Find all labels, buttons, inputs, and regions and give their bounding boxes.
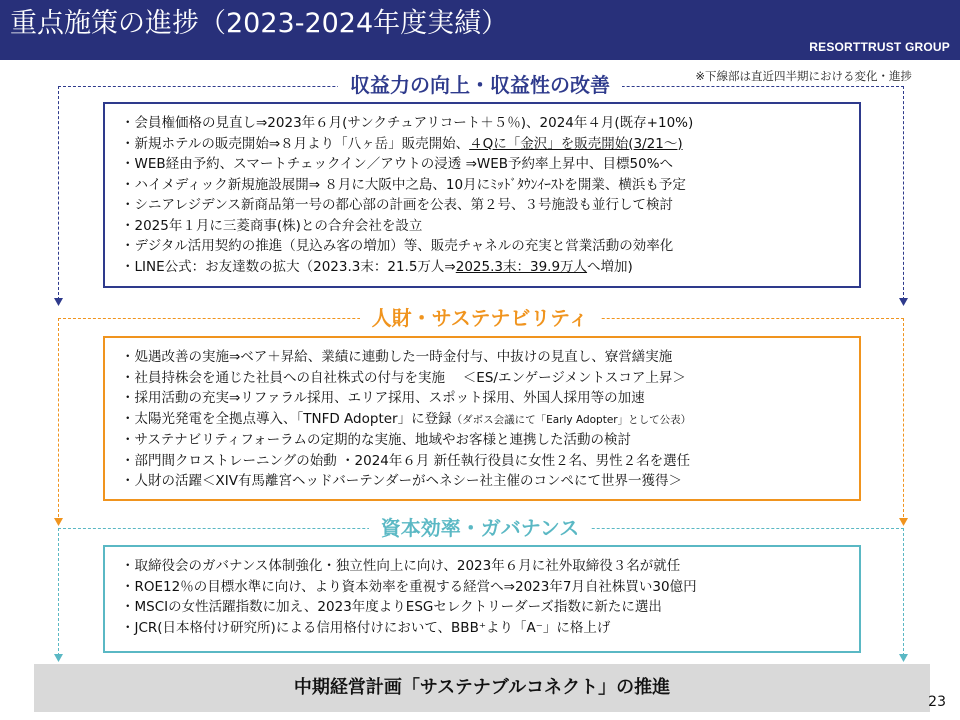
bullet-item [121,618,849,639]
bullet-text: ・会員権価格の見直し⇒2023年６月(サンクチュアリコート＋５％)、2024年４月(既存+10%) [121,115,694,131]
bullet-text: ・人財の活躍＜XIV有馬離宮ヘッドバーテンダーがヘネシー社主催のコンペにて世界一獲得＞ [121,473,682,489]
underline-note: ※下線部は直近四半期における変化・進捗 [695,69,912,83]
bullet-item [121,577,849,598]
brand-logo-text: RESORTTRUST GROUP [809,40,950,54]
bullet-item [121,597,849,618]
bullet-text: ・シニアレジデンス新商品第一号の都心部の計画を公表、第２号、３号施設も並行して検討 [121,197,673,213]
bullet-item [121,451,849,472]
bullet-text: ・部門間クロストレーニングの始動 ・2024年６月 新任執行役員に女性２名、男性２名を選任 [121,452,691,469]
bullet-text: ・JCR(日本格付け研究所)による信用格付けにおいて、BBB⁺より「A⁻」に格上げ [121,619,611,636]
bullet-text: ・ROE12％の目標水準に向け、より資本効率を重視する経営へ⇒2023年7月自社株買い30億円 [121,578,697,595]
bullet-item [121,216,849,237]
bullet-item [121,347,849,368]
bullet-text: ・採用活動の充実⇒リファラル採用、エリア採用、スポット採用、外国人採用等の加速 [121,390,645,406]
section-title-hr-sustainability: 人財・サステナビリティ [0,305,960,331]
bullet-item [121,236,849,257]
section-title-profitability: 収益力の向上・収益性の改善 [0,72,960,98]
bullet-text: ・取締役会のガバナンス体制強化・独立性向上に向け、2023年６月に社外取締役３名が就任 [121,558,681,574]
bullet-item [121,257,849,278]
section-box-capital-governance [103,545,861,653]
bullet-text: ・新規ホテルの販売開始⇒８月より「八ヶ岳」販売開始、 [121,135,470,152]
bullet-item [121,195,849,216]
bullet-text: ・LINE公式：お友達数の拡大（2023.3末：21.5万人⇒ [121,258,456,275]
bullet-text: ・太陽光発電を全拠点導入、「TNFD Adopter」に登録 [121,410,452,427]
bullet-item [121,471,849,492]
bullet-text: ・サステナビリティフォーラムの定期的な実施、地域やお客様と連携した活動の検討 [121,432,632,448]
bullet-text: ・社員持株会を通じた社員への自社株式の付与を実施 ＜ES/エンゲージメントスコア上昇＞ [121,369,686,386]
bullet-text: ・MSCIの女性活躍指数に加え、2023年度よりESGセレクトリーダーズ指数に新たに選出 [121,599,662,615]
bullet-item [121,556,849,577]
bullet-underlined-text: 2025.3末：39.9万人 [455,258,588,275]
bullet-text: ・処遇改善の実施⇒ベア＋昇給、業績に連動した一時金付与、中抜けの見直し、寮営繕実施 [121,349,673,365]
bullet-item [121,134,849,155]
bullet-item [121,368,849,389]
bullet-underlined-text: ４Qに「金沢」を販売開始(3/21～) [469,135,683,152]
footer-banner: 中期経営計画「サステナブルコネクト」の推進 [34,664,930,712]
bullet-item [121,175,849,196]
bullet-item [121,430,849,451]
bullet-item [121,388,849,409]
section-title-capital-governance: 資本効率・ガバナンス [0,515,960,541]
header-bar [0,0,960,60]
bullet-item [121,154,849,175]
bullet-text: ・2025年１月に三菱商事(株)との合弁会社を設立 [121,217,423,234]
bullet-text: ・ハイメディック新規施設展開⇒ ８月に大阪中之島、10月にﾐｯﾄﾞﾀｳﾝｲｰｽﾄを開業、横浜も予定 [121,176,686,193]
bullet-small-note: （ダボス会議にて「Early Adopter」として公表） [451,413,692,426]
bullet-text-tail: へ増加) [587,258,633,275]
section-box-hr-sustainability [103,336,861,501]
bullet-item [121,409,849,431]
bullet-text: ・WEB経由予約、スマートチェックイン／アウトの浸透 ⇒WEB予約率上昇中、目標50%へ [121,156,674,172]
bullet-text: ・デジタル活用契約の推進（見込み客の増加）等、販売チャネルの充実と営業活動の効率化 [121,238,674,254]
section-box-profitability [103,102,861,288]
bullet-item [121,113,849,134]
page-title: 重点施策の進捗（2023-2024年度実績） [10,8,509,39]
page-number: 23 [928,694,946,710]
